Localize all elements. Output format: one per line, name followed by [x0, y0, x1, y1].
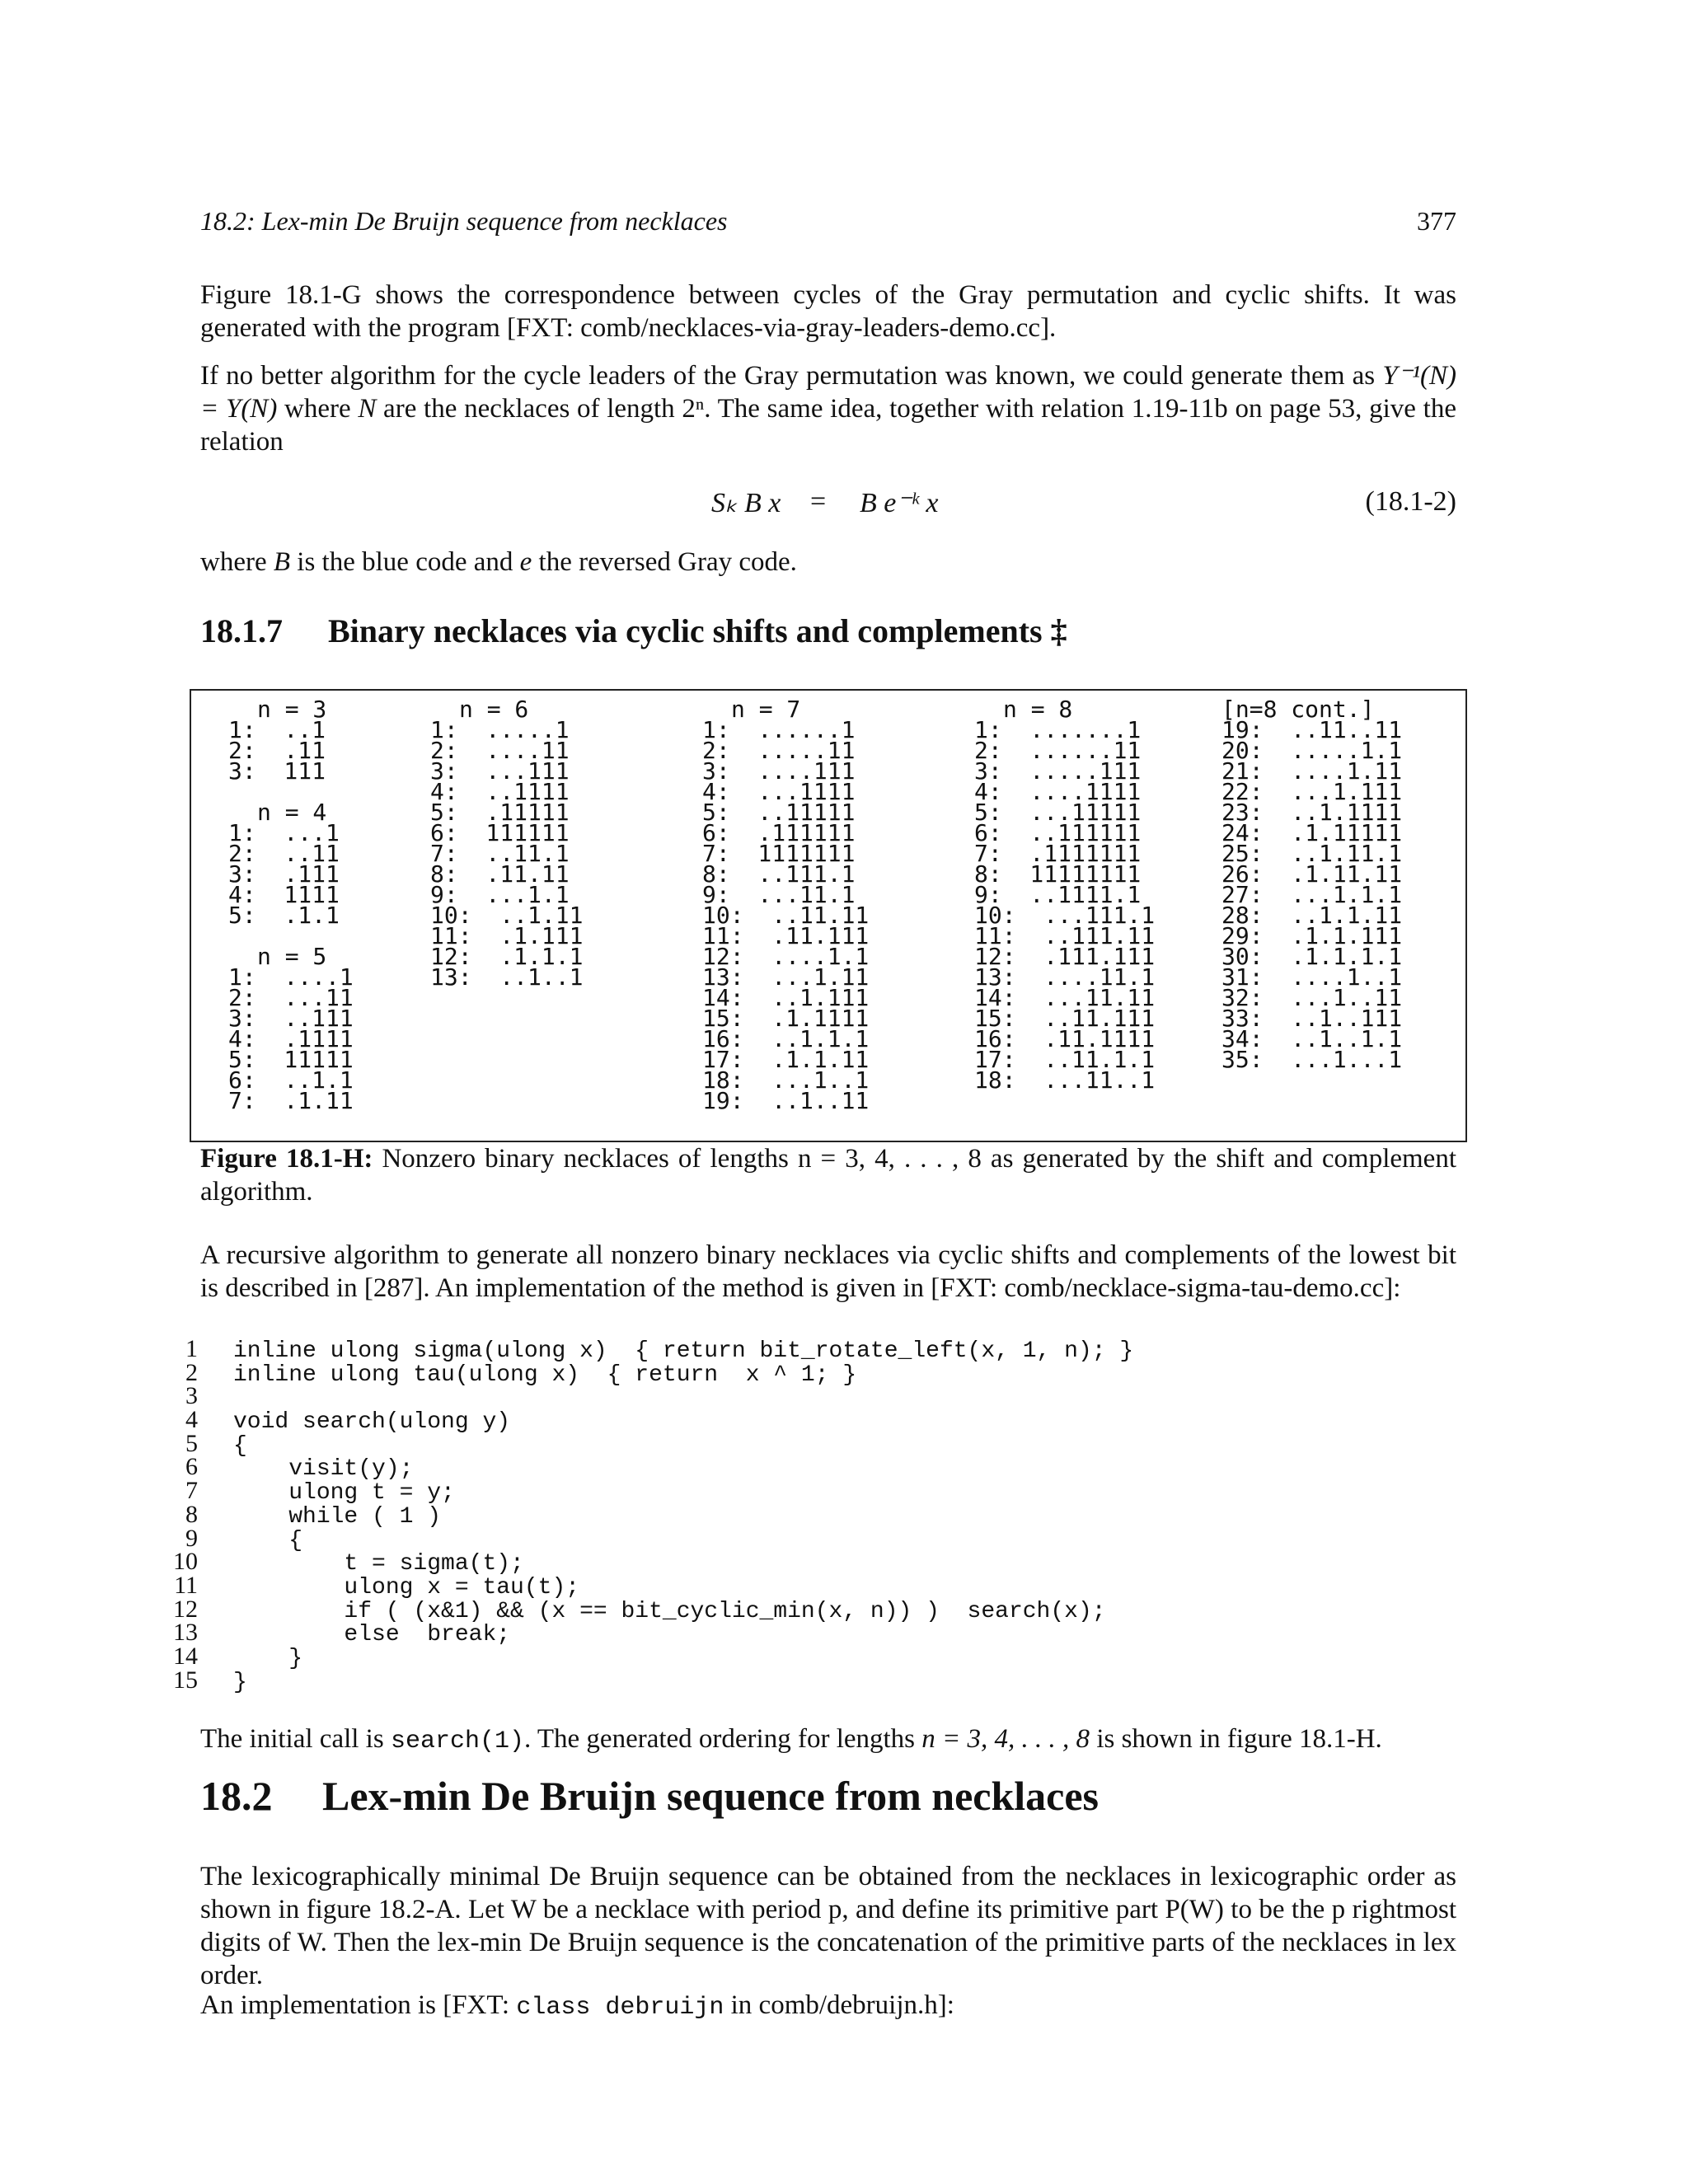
necklace-row: 6: .111111: [702, 819, 856, 846]
necklace-row: 3: ..111: [228, 1005, 354, 1032]
code-line-text: inline ulong tau(ulong x) { return x ^ 1; }: [233, 1361, 857, 1388]
equation-equals: =: [810, 486, 827, 517]
code-line-number: 12: [173, 1595, 198, 1623]
code-line: [161, 1358, 1133, 1388]
equation-lhs: Sₖ B x: [711, 488, 781, 518]
code-line-number: 7: [185, 1477, 198, 1505]
code-line: [161, 1666, 1133, 1695]
necklace-row: 17: ..11.1.1: [974, 1046, 1156, 1073]
code-line: [161, 1406, 1133, 1436]
necklace-row: 5: .1.1: [228, 902, 340, 929]
necklace-row: 16: ..1.1.1: [702, 1025, 870, 1052]
code-line-text: }: [233, 1669, 247, 1695]
paragraph-5-code: search(1): [390, 1727, 524, 1755]
paragraph-2-N: N: [358, 394, 377, 424]
necklace-row: 3: .111: [228, 860, 340, 888]
section-title: Lex-min De Bruijn sequence from necklaces: [322, 1773, 1100, 1819]
code-line-number: 13: [173, 1619, 198, 1647]
page-number: 377: [1417, 206, 1456, 236]
necklace-row: 2: .11: [228, 737, 326, 764]
paragraph-1-text: Figure 18.1-G shows the correspondence between cycles of the Gray permutation and cyclic shifts. It was generated with the program [FXT: comb/necklaces-via-gray-leaders-demo.cc].: [200, 280, 1456, 343]
paragraph-6-text: The lexicographically minimal De Bruijn sequence can be obtained from the necklaces in lexicographic order as shown in figure 18.2-A. Let W be a necklace with period p, and define its primitive part P(W) to be the p rightmost digits of W. Then the lex-min De Bruijn sequence is the concatenation of the primitive parts of the necklaces in lex order.: [200, 1862, 1456, 1990]
necklace-row: 17: .1.1.11: [702, 1046, 870, 1073]
necklace-row: 24: .1.11111: [1221, 819, 1403, 846]
code-line-text: if ( (x&1) && (x == bit_cyclic_min(x, n)) ) search(x);: [233, 1598, 1106, 1624]
necklace-row: 19: ..11..11: [1221, 716, 1403, 743]
paragraph-3-e: e: [519, 547, 532, 577]
figure-block-header: n = 8: [1003, 696, 1073, 723]
necklace-row: 5: .11111: [430, 799, 570, 826]
paragraph-7: [200, 1989, 1456, 2024]
code-line-text: inline ulong sigma(ulong x) { return bit_rotate_left(x, 1, n); }: [233, 1338, 1134, 1364]
running-head-title: 18.2: Lex-min De Bruijn sequence from necklaces: [200, 206, 728, 236]
paragraph-7-code: class debruijn: [516, 1994, 724, 2022]
necklace-row: 28: ..1.1.11: [1221, 902, 1403, 929]
paragraph-5-math: n = 3, 4, . . . , 8: [921, 1724, 1090, 1754]
paragraph-3-c: the reversed Gray code.: [532, 547, 797, 577]
necklace-row: 2: ......11: [974, 737, 1142, 764]
necklace-row: 1: ..1: [228, 716, 326, 743]
code-line-text: {: [233, 1432, 247, 1459]
section-number: 18.2: [200, 1773, 273, 1819]
figure-18-1-H: [190, 689, 1467, 1142]
code-line-number: 5: [185, 1429, 198, 1457]
necklace-row: 9: ...1.1: [430, 881, 570, 908]
necklace-row: 10: ..1.11: [430, 902, 584, 929]
necklace-row: 32: ...1..11: [1221, 984, 1403, 1011]
necklace-row: 19: ..1..11: [702, 1087, 870, 1114]
paragraph-7-a: An implementation is [FXT:: [200, 1990, 517, 2020]
paragraph-3-b: is the blue code and: [290, 547, 520, 577]
code-line: [161, 1571, 1133, 1601]
figure-column-2: [430, 696, 584, 991]
running-head: [200, 206, 1456, 237]
code-line: [161, 1524, 1133, 1554]
code-listing: [161, 1335, 1134, 1695]
figure-column-3: [702, 696, 870, 1114]
code-line-number: 1: [185, 1335, 198, 1362]
necklace-row: 14: ..1.111: [702, 984, 870, 1011]
figure-block-header: n = 7: [731, 696, 801, 723]
necklace-row: 7: 1111111: [702, 840, 856, 867]
necklace-row: 31: ....1..1: [1221, 963, 1403, 991]
code-line-text: t = sigma(t);: [233, 1551, 524, 1577]
paragraph-5-a: The initial call is: [200, 1724, 391, 1754]
necklace-row: 1: ......1: [702, 716, 856, 743]
code-line: [161, 1453, 1133, 1483]
necklace-row: 9: ...11.1: [702, 881, 856, 908]
code-line-number: 10: [173, 1548, 198, 1576]
necklace-row: 34: ..1..1.1: [1221, 1025, 1403, 1052]
paragraph-2-line-1: If no better algorithm for the cycle leaders of the Gray permutation was known, we could generate them as: [200, 361, 1376, 391]
necklace-row: 13: ..1..1: [430, 963, 584, 991]
code-line-text: {: [233, 1527, 303, 1554]
figure-column-5: [1221, 696, 1403, 1073]
paragraph-3-a: where: [200, 547, 274, 577]
necklace-row: 35: ...1...1: [1221, 1046, 1403, 1073]
equation-18-1-2: [200, 486, 1456, 519]
necklace-row: 3: 111: [228, 757, 326, 785]
necklace-row: 23: ..1.1111: [1221, 799, 1403, 826]
paragraph-2-where: where: [277, 394, 359, 424]
figure-block-header: [n=8 cont.]: [1221, 696, 1375, 723]
code-line-text: }: [233, 1645, 303, 1671]
code-line-text: ulong t = y;: [233, 1480, 455, 1507]
equation-number: (18.1-2): [1365, 486, 1456, 517]
subsection-number: 18.1.7: [200, 612, 283, 649]
subsection-title: Binary necklaces via cyclic shifts and complements ‡: [328, 612, 1067, 649]
necklace-row: 15: .1.1111: [702, 1005, 870, 1032]
paragraph-2-length: 2ⁿ: [682, 394, 705, 424]
necklace-row: 3: .....111: [974, 757, 1142, 785]
equation-rhs: B e⁻ᵏ x: [860, 488, 939, 518]
code-line-text: void search(ulong y): [233, 1409, 511, 1436]
code-line: [161, 1642, 1133, 1671]
necklace-row: 1: .....1: [430, 716, 570, 743]
necklace-row: 4: ...1111: [702, 778, 856, 805]
paragraph-6: [200, 1860, 1456, 1992]
figure-block-header: n = 5: [257, 943, 327, 970]
necklace-row: 7: .1.11: [228, 1087, 354, 1114]
necklace-row: 4: ..1111: [430, 778, 570, 805]
necklace-row: 3: ...111: [430, 757, 570, 785]
paragraph-1: [200, 279, 1456, 344]
paragraph-4: [200, 1239, 1456, 1305]
necklace-row: 13: ....11.1: [974, 963, 1156, 991]
code-line-number: 2: [185, 1358, 198, 1386]
necklace-row: 4: ....1111: [974, 778, 1142, 805]
necklace-row: 18: ...1..1: [702, 1066, 870, 1094]
code-line-text: ulong x = tau(t);: [233, 1574, 580, 1601]
code-line-text: while ( 1 ): [233, 1503, 442, 1530]
necklace-row: 10: ...111.1: [974, 902, 1156, 929]
paragraph-5: [200, 1722, 1456, 1758]
necklace-row: 20: .....1.1: [1221, 737, 1403, 764]
necklace-row: 11: ..111.11: [974, 922, 1156, 949]
necklace-row: 8: ..111.1: [702, 860, 856, 888]
code-line: [161, 1429, 1133, 1459]
necklace-row: 12: ....1.1: [702, 943, 870, 970]
necklace-row: 8: .11.11: [430, 860, 570, 888]
code-line-number: 11: [174, 1571, 198, 1599]
necklace-row: 14: ...11.11: [974, 984, 1156, 1011]
necklace-row: 21: ....1.11: [1221, 757, 1403, 785]
code-line: [161, 1477, 1133, 1507]
caption-label: Figure 18.1-H:: [200, 1144, 373, 1174]
code-line: [161, 1335, 1134, 1364]
necklace-row: 1: .......1: [974, 716, 1142, 743]
necklace-row: 15: ..11.111: [974, 1005, 1156, 1032]
code-line-text: visit(y);: [233, 1456, 414, 1483]
section-heading: [200, 1772, 1099, 1820]
code-line-number: 14: [173, 1642, 198, 1670]
figure-block-header: n = 6: [459, 696, 529, 723]
necklace-row: 27: ...1.1.1: [1221, 881, 1403, 908]
necklace-row: 6: ..1.1: [228, 1066, 354, 1094]
caption-text: Nonzero binary necklaces of lengths n = 3, 4, . . . , 8 as generated by the shift and complement algorithm.: [200, 1144, 1456, 1207]
paragraph-3-B: B: [273, 547, 291, 577]
code-line: [161, 1548, 1133, 1577]
paragraph-2-rest: are the necklaces of length: [376, 394, 682, 424]
figure-column-4: [974, 696, 1156, 1094]
code-line-number: 9: [185, 1524, 198, 1552]
necklace-row: 3: ....111: [702, 757, 856, 785]
necklace-row: 13: ...1.11: [702, 963, 870, 991]
necklace-row: 4: .1111: [228, 1025, 354, 1052]
figure-block-header: n = 4: [257, 799, 327, 826]
necklace-row: 30: .1.1.1.1: [1221, 943, 1403, 970]
necklace-row: 4: 1111: [228, 881, 340, 908]
necklace-row: 2: ....11: [430, 737, 570, 764]
paragraph-5-c: is shown in figure 18.1-H.: [1090, 1724, 1382, 1754]
necklace-row: 33: ..1..111: [1221, 1005, 1403, 1032]
code-line: [161, 1500, 1133, 1530]
necklace-row: 2: ..11: [228, 840, 340, 867]
paragraph-2-tail: . The same idea, together with relation 1.19-11b: [704, 394, 1228, 424]
necklace-row: 1: ....1: [228, 963, 354, 991]
code-line-number: 8: [185, 1500, 198, 1528]
necklace-row: 16: .11.1111: [974, 1025, 1156, 1052]
paragraph-5-b: . The generated ordering for lengths: [523, 1724, 922, 1754]
code-line: [161, 1595, 1133, 1624]
necklace-row: 18: ...11..1: [974, 1066, 1156, 1094]
subsection-heading: [200, 612, 1067, 650]
paragraph-2-line-3: on page 53, give the relation: [200, 394, 1456, 457]
necklace-row: 12: .111.111: [974, 943, 1156, 970]
figure-caption: [200, 1142, 1456, 1208]
necklace-row: 8: 11111111: [974, 860, 1142, 888]
necklace-row: 6: 111111: [430, 819, 570, 846]
necklace-row: 9: ..1111.1: [974, 881, 1142, 908]
paragraph-2: [200, 359, 1456, 458]
code-line: [161, 1382, 1133, 1410]
code-line-number: 6: [185, 1453, 198, 1481]
necklace-row: 6: ..111111: [974, 819, 1142, 846]
code-line-number: 15: [173, 1666, 198, 1694]
necklace-row: 1: ...1: [228, 819, 340, 846]
necklace-row: 25: ..1.11.1: [1221, 840, 1403, 867]
necklace-row: 5: ...11111: [974, 799, 1142, 826]
figure-column-1: [228, 696, 354, 1114]
code-line-number: 4: [185, 1406, 198, 1434]
necklace-row: 26: .1.11.11: [1221, 860, 1403, 888]
paragraph-2-math: Y⁻¹(N) = Y(N): [200, 361, 1456, 424]
necklace-row: 5: ..11111: [702, 799, 856, 826]
necklace-row: 10: ..11.11: [702, 902, 870, 929]
necklace-row: 11: .11.111: [702, 922, 870, 949]
paragraph-7-b: in comb/debruijn.h]:: [724, 1990, 954, 2020]
paragraph-4-text: A recursive algorithm to generate all nonzero binary necklaces via cyclic shifts and complements of the lowest bit is described in [287]. An implementation of the method is given in [FXT: comb/necklace-sigma-tau-demo.cc]:: [200, 1240, 1456, 1303]
necklace-row: 5: 11111: [228, 1046, 354, 1073]
figure-block-header: n = 3: [257, 696, 327, 723]
code-line-text: else break;: [233, 1622, 511, 1648]
necklace-row: 2: .....11: [702, 737, 856, 764]
necklace-row: 22: ...1.111: [1221, 778, 1403, 805]
paragraph-3: [200, 546, 1456, 579]
necklace-row: 11: .1.111: [430, 922, 584, 949]
necklace-row: 7: .1111111: [974, 840, 1142, 867]
code-line-number: 3: [185, 1382, 198, 1410]
necklace-row: 12: .1.1.1: [430, 943, 584, 970]
code-line: [161, 1619, 1133, 1648]
necklace-row: 2: ...11: [228, 984, 354, 1011]
necklace-row: 7: ..11.1: [430, 840, 570, 867]
necklace-row: 29: .1.1.111: [1221, 922, 1403, 949]
